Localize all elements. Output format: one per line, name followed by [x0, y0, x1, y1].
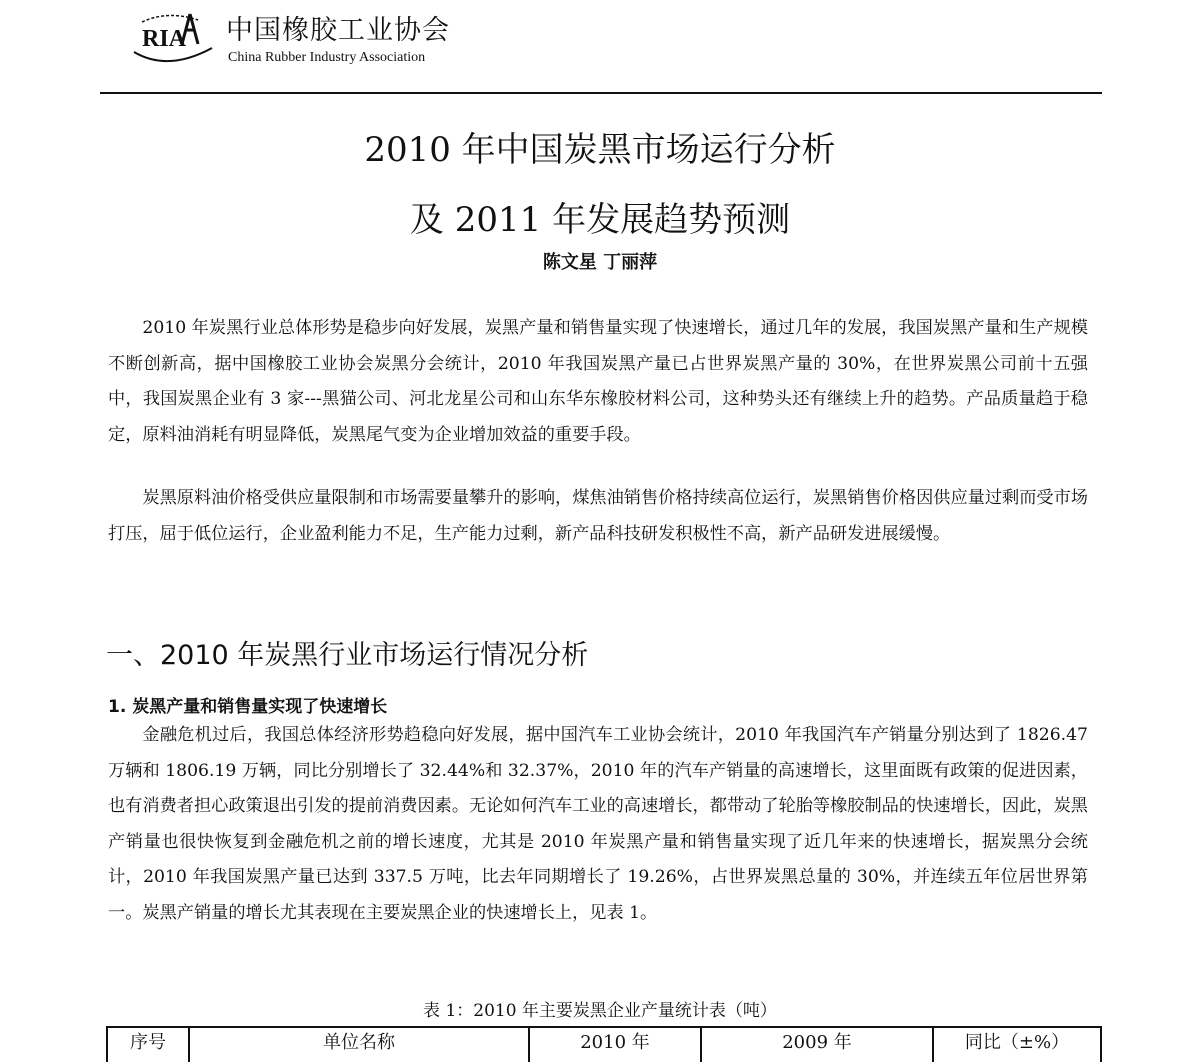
page-header: [100, 0, 1100, 92]
subsection-heading: 1. 炭黑产量和销售量实现了快速增长: [108, 697, 388, 717]
section-paragraph: 金融危机过后，我国总体经济形势趋稳向好发展，据中国汽车工业协会统计，2010 年我国汽车产销量分别达到了 1826.47 万辆和 1806.19 万辆，同比分别增长了 32.44%和 32.37%，2010 年的汽车产销量的高速增长，这里面既有政策的促进因素，也有消费者担心政策退出引发的提前消费因素。无论如何汽车工业的高速增长，都带动了轮胎等橡胶制品的快速增长，因此，炭黑产销量也很快恢复到金融危机之前的增长速度，尤其是 2010 年炭黑产量和销售量实现了近几年来的快速增长，据炭黑分会统计，2010 年我国炭黑产量已达到 337.5 万吨，比去年同期增长了 19.26%，占世界炭黑总量的 30%，并连续五年位居世界第一。炭黑产销量的增长尤其表现在主要炭黑企业的快速增长上，见表 1。: [108, 725, 1088, 923]
table-header-cell: 2010 年: [529, 1027, 701, 1062]
org-name-cn: 中国橡胶工业协会: [226, 15, 450, 46]
section-heading: 一、2010 年炭黑行业市场运行情况分析: [106, 640, 589, 671]
table-header-cell: 序号: [107, 1027, 189, 1062]
header-divider: [100, 92, 1102, 94]
title-line-2: 及 2011 年发展趋势预测: [409, 200, 791, 240]
table-header-cell: 2009 年: [701, 1027, 933, 1062]
title-line-1: 2010 年中国炭黑市场运行分析: [364, 130, 836, 170]
table-header-cell: 单位名称: [189, 1027, 529, 1062]
intro-paragraph-1: 2010 年炭黑行业总体形势是稳步向好发展，炭黑产量和销售量实现了快速增长，通过几年的发展，我国炭黑产量和生产规模不断创新高，据中国橡胶工业协会炭黑分会统计，2010 年我国炭黑产量已占世界炭黑产量的 30%，在世界炭黑公司前十五强中，我国炭黑企业有 3 家---黑猫公司、河北龙星公司和山东华东橡胶材料公司，这种势头还有继续上升的趋势。产品质量趋于稳定，原料油消耗有明显降低，炭黑尾气变为企业增加效益的重要手段。: [108, 318, 1088, 445]
intro-paragraph-2: 炭黑原料油价格受供应量限制和市场需要量攀升的影响，煤焦油销售价格持续高位运行，炭黑销售价格因供应量过剩而受市场打压，屈于低位运行，企业盈利能力不足，生产能力过剩，新产品科技研发积极性不高，新产品研发进展缓慢。: [108, 488, 1088, 544]
org-name-en: China Rubber Industry Association: [228, 50, 426, 65]
ria-logo-icon: [128, 4, 216, 76]
authors: 陈文星 丁丽萍: [542, 252, 658, 273]
table-header-cell: 同比（±%）: [933, 1027, 1101, 1062]
logo-text: RIA: [142, 26, 187, 52]
production-table: [106, 1026, 1102, 1062]
table-caption: 表 1：2010 年主要炭黑企业产量统计表（吨）: [423, 1001, 777, 1021]
table-header-row: [107, 1027, 1101, 1062]
